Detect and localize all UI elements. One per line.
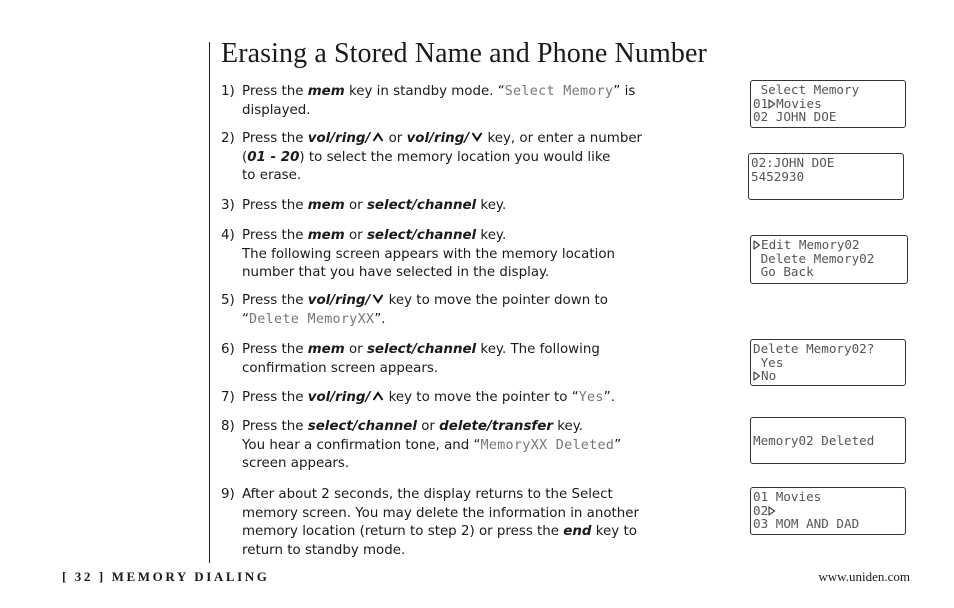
key-name: select/channel — [366, 228, 477, 243]
lcd-screen-memory-entry — [748, 153, 904, 200]
step-2 — [221, 130, 741, 186]
step-text-run: or — [344, 228, 367, 243]
step-text-run: or — [344, 198, 367, 213]
step-number: 2) — [221, 131, 235, 146]
lcd-line — [753, 517, 903, 531]
lcd-line — [753, 504, 903, 518]
lcd-line-text: 02:JOHN DOE — [751, 155, 835, 170]
step-text-run: ” — [614, 437, 622, 453]
step-text-run: Press the — [242, 131, 308, 146]
step-4 — [221, 227, 741, 283]
lcd-line — [753, 97, 903, 111]
step-number: 7) — [221, 390, 235, 405]
lcd-line-text: 5452930 — [751, 168, 805, 184]
step-text-run: Press the — [242, 419, 308, 434]
lcd-line-prefix: 02 — [753, 502, 769, 518]
key-name: vol/ring/ — [406, 131, 470, 146]
step-text-run: Press the — [242, 390, 308, 405]
margin-rule — [209, 42, 210, 563]
step-text-run: confirmation screen appears. — [242, 360, 439, 376]
lcd-screen-select-memory — [750, 80, 906, 128]
lcd-line-text: Memory02 Deleted — [753, 432, 875, 448]
step-number: 4) — [221, 228, 235, 243]
lcd-line-text: 03 MOM AND DAD — [753, 516, 860, 532]
key-name: delete/transfer — [439, 419, 553, 434]
pointer-arrow-icon — [768, 99, 776, 109]
step-text — [242, 130, 741, 186]
step-text-run: displayed. — [242, 102, 311, 118]
lcd-line — [751, 156, 901, 170]
lcd-text: MemoryXX Deleted — [480, 437, 615, 453]
key-name: vol/ring/ — [307, 390, 371, 405]
step-text-run: number that you have selected in the display. — [242, 265, 550, 281]
step-text-run: Press the — [242, 228, 308, 243]
step-7 — [221, 389, 741, 408]
chevron-down-icon — [372, 293, 384, 305]
step-text-run: ) to select the memory location you would like — [299, 149, 611, 165]
lcd-screen-deleted — [750, 417, 906, 464]
step-text — [242, 197, 741, 216]
lcd-line-text: Delete Memory02 — [753, 250, 875, 266]
lcd-text: Delete MemoryXX — [248, 311, 375, 327]
step-text-run: key. — [476, 198, 507, 213]
lcd-screen-delete-confirm — [750, 339, 906, 386]
lcd-line — [753, 83, 903, 97]
lcd-line-prefix: 01 — [753, 95, 769, 111]
lcd-line-text: Edit Memory02 — [761, 237, 860, 252]
lcd-line — [753, 356, 903, 370]
lcd-line — [753, 369, 903, 383]
lcd-line — [753, 342, 903, 356]
step-text-run: ”. — [603, 390, 615, 405]
footer-website: www.uniden.com — [818, 569, 910, 584]
step-text-run: ” is — [613, 84, 636, 99]
step-text-run: “ — [242, 311, 249, 327]
step-8 — [221, 418, 741, 474]
step-text — [242, 227, 741, 283]
step-text-run: key to move the pointer to “ — [384, 390, 579, 405]
lcd-line-text: Select Memory — [753, 82, 860, 97]
step-number: 8) — [221, 419, 235, 434]
step-9 — [221, 486, 741, 560]
step-text-run: key, or enter a number — [483, 131, 643, 146]
step-text — [242, 389, 741, 408]
lcd-line-text: Yes — [753, 354, 784, 370]
lcd-line-text: Go Back — [753, 264, 814, 280]
lcd-line-text: 02 JOHN DOE — [753, 109, 837, 125]
step-text-run: key to move the pointer down to — [384, 293, 608, 308]
step-text-run: return to standby mode. — [242, 542, 406, 558]
step-5 — [221, 292, 741, 329]
step-text-run: or — [344, 342, 367, 357]
lcd-line — [753, 238, 905, 252]
key-name: vol/ring/ — [307, 131, 371, 146]
lcd-line — [753, 490, 903, 504]
key-name: mem — [307, 84, 345, 99]
step-text-run: Press the — [242, 198, 308, 213]
step-text — [242, 341, 741, 378]
step-number: 9) — [221, 487, 235, 502]
step-text-run: or — [416, 419, 440, 434]
step-text-run: key. — [552, 419, 583, 434]
step-text-run: Press the — [242, 293, 308, 308]
step-number: 6) — [221, 342, 235, 357]
step-number: 3) — [221, 198, 235, 213]
key-name: 01 - 20 — [247, 149, 300, 165]
step-text-run: Press the — [242, 342, 308, 357]
lcd-line — [753, 420, 903, 434]
step-text-run: to erase. — [242, 168, 302, 184]
lcd-screen-edit-menu — [750, 235, 908, 284]
step-text — [242, 418, 741, 474]
lcd-line-text: 01 Movies — [753, 489, 822, 504]
lcd-line-text: Delete Memory02? — [753, 341, 875, 356]
footer-section-label: [ 32 ] MEMORY DIALING — [62, 569, 270, 584]
step-text-run: ( — [242, 149, 248, 165]
lcd-line-text: Movies — [776, 95, 822, 111]
step-text-run: key to — [591, 524, 637, 540]
step-text — [242, 83, 741, 120]
key-name: select/channel — [307, 419, 417, 434]
step-6 — [221, 341, 741, 378]
step-text-run: Press the — [242, 84, 308, 99]
key-name: vol/ring/ — [307, 293, 371, 308]
lcd-line — [751, 170, 901, 184]
lcd-line — [753, 265, 905, 279]
key-name: select/channel — [366, 342, 477, 357]
step-text-run: After about 2 seconds, the display returns to the Select — [242, 487, 613, 502]
lcd-line — [753, 252, 905, 266]
lcd-line-text: No — [761, 368, 777, 384]
pointer-arrow-icon — [768, 506, 776, 516]
step-text — [242, 292, 741, 329]
lcd-screen-select-memory-after — [750, 487, 906, 535]
key-name: mem — [307, 342, 345, 357]
step-text-run: You hear a confirmation tone, and “ — [242, 437, 481, 453]
step-1 — [221, 83, 741, 120]
step-number: 1) — [221, 84, 235, 99]
step-text-run: memory location (return to step 2) or press the — [242, 524, 564, 540]
step-text-run: memory screen. You may delete the information in another — [242, 505, 640, 521]
pointer-arrow-icon — [753, 240, 761, 250]
page-title: Erasing a Stored Name and Phone Number — [221, 38, 707, 69]
lcd-line — [753, 110, 903, 124]
step-text-run: key in standby mode. “ — [344, 84, 505, 99]
key-name: mem — [307, 228, 345, 243]
step-3 — [221, 197, 741, 216]
lcd-text: Select Memory — [504, 84, 614, 99]
step-text-run: The following screen appears with the memory location — [242, 246, 616, 262]
chevron-down-icon — [471, 131, 483, 143]
key-name: mem — [307, 198, 345, 213]
step-text-run: screen appears. — [242, 456, 350, 472]
key-name: end — [563, 524, 592, 540]
chevron-up-icon — [372, 390, 384, 402]
step-number: 5) — [221, 293, 235, 308]
lcd-line — [753, 434, 903, 448]
step-text-run: key. The following — [476, 342, 600, 357]
key-name: select/channel — [366, 198, 477, 213]
lcd-text: Yes — [578, 390, 604, 405]
step-text — [242, 486, 741, 560]
step-text-run: or — [384, 131, 407, 146]
step-text-run: key. — [476, 228, 507, 243]
chevron-up-icon — [372, 131, 384, 143]
pointer-arrow-icon — [753, 371, 761, 381]
step-text-run: ”. — [374, 311, 386, 327]
